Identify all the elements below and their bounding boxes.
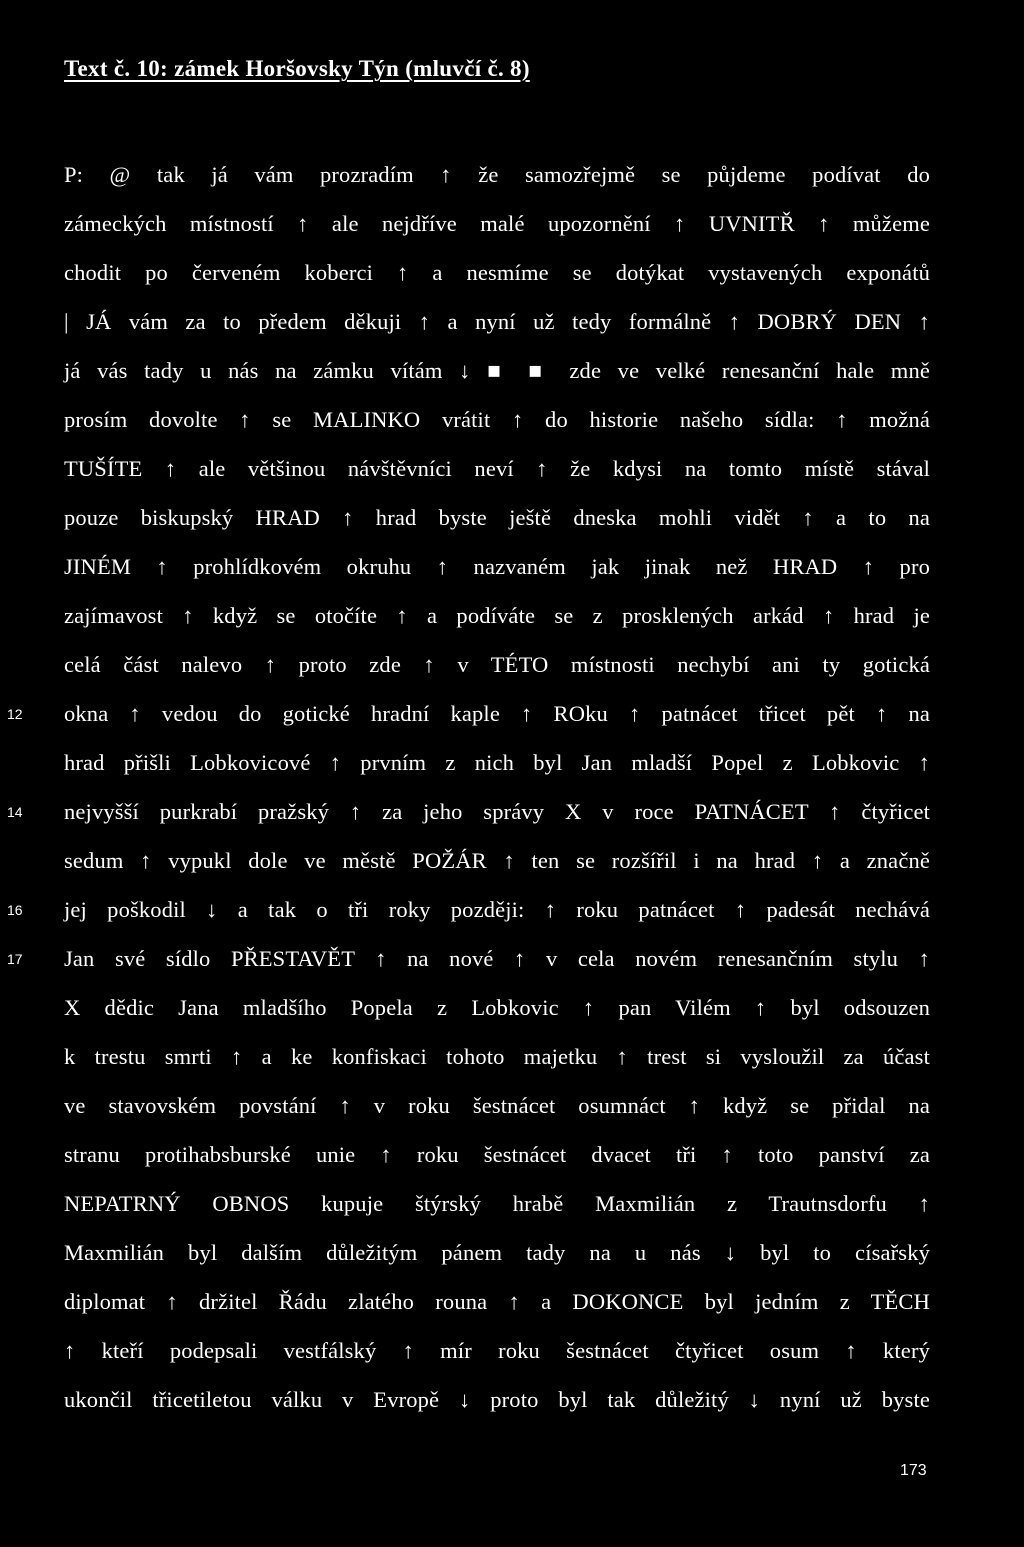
transcript-line: já vás tady u nás na zámku vítám ↓ ■ ■ zde ve velké renesanční hale mně (64, 358, 930, 383)
transcript-line: ↑ kteří podepsali vestfálský ↑ mír roku šestnácet čtyřicet osum ↑ který (64, 1338, 930, 1363)
transcript-line: chodit po červeném koberci ↑ a nesmíme se dotýkat vystavených exponátů (64, 260, 930, 285)
transcript-body (64, 150, 930, 1424)
transcript-line: zajímavost ↑ když se otočíte ↑ a podíváte se z prosklených arkád ↑ hrad je (64, 603, 930, 628)
transcript-line: NEPATRNÝ OBNOS kupuje štýrský hrabě Maxmilián z Trautnsdorfu ↑ (64, 1191, 930, 1216)
transcript-line: jej poškodil ↓ a tak o tři roky později: ↑ roku patnácet ↑ padesát nechává (64, 897, 930, 922)
transcript-line: sedum ↑ vypukl dole ve městě POŽÁR ↑ ten se rozšířil i na hrad ↑ a značně (64, 848, 930, 873)
transcript-line: JINÉM ↑ prohlídkovém okruhu ↑ nazvaném jak jinak než HRAD ↑ pro (64, 554, 930, 579)
line-number: 17 (7, 951, 23, 967)
transcript-line: celá část nalevo ↑ proto zde ↑ v TÉTO místnosti nechybí ani ty gotická (64, 652, 930, 677)
transcript-line: nejvyšší purkrabí pražský ↑ za jeho správy X v roce PATNÁCET ↑ čtyřicet (64, 799, 930, 824)
transcript-line: diplomat ↑ držitel Řádu zlatého rouna ↑ a DOKONCE byl jedním z TĚCH (64, 1289, 930, 1314)
transcript-line: k trestu smrti ↑ a ke konfiskaci tohoto majetku ↑ trest si vysloužil za účast (64, 1044, 930, 1069)
transcript-line: prosím dovolte ↑ se MALINKO vrátit ↑ do historie našeho sídla: ↑ možná (64, 407, 930, 432)
transcript-line: P: @ tak já vám prozradím ↑ že samozřejmě se půjdeme podívat do (64, 162, 930, 187)
transcript-line: okna ↑ vedou do gotické hradní kaple ↑ ROku ↑ patnácet třicet pět ↑ na (64, 701, 930, 726)
transcript-line: zámeckých místností ↑ ale nejdříve malé upozornění ↑ UVNITŘ ↑ můžeme (64, 211, 930, 236)
transcript-line: ve stavovském povstání ↑ v roku šestnácet osumnáct ↑ když se přidal na (64, 1093, 930, 1118)
transcript-line: | JÁ vám za to předem děkuji ↑ a nyní už tedy formálně ↑ DOBRÝ DEN ↑ (64, 309, 930, 334)
transcript-line: TUŠÍTE ↑ ale většinou návštěvníci neví ↑ že kdysi na tomto místě stával (64, 456, 930, 481)
transcript-line: hrad přišli Lobkovicové ↑ prvním z nich byl Jan mladší Popel z Lobkovic ↑ (64, 750, 930, 775)
page-number: 173 (900, 1462, 927, 1479)
document-title: Text č. 10: zámek Horšovsky Týn (mluvčí č. 8) (64, 56, 530, 81)
transcript-line: pouze biskupský HRAD ↑ hrad byste ještě dneska mohli vidět ↑ a to na (64, 505, 930, 530)
transcript-line: X dědic Jana mladšího Popela z Lobkovic ↑ pan Vilém ↑ byl odsouzen (64, 995, 930, 1020)
line-number: 16 (7, 902, 23, 918)
transcript-line: Jan své sídlo PŘESTAVĚT ↑ na nové ↑ v cela novém renesančním stylu ↑ (64, 946, 930, 971)
transcript-line: ukončil třicetiletou válku v Evropě ↓ proto byl tak důležitý ↓ nyní už byste (64, 1387, 930, 1412)
transcript-line: stranu protihabsburské unie ↑ roku šestnácet dvacet tři ↑ toto panství za (64, 1142, 930, 1167)
line-number: 14 (7, 804, 23, 820)
transcript-line: Maxmilián byl dalším důležitým pánem tady na u nás ↓ byl to císařský (64, 1240, 930, 1265)
line-number: 12 (7, 706, 23, 722)
